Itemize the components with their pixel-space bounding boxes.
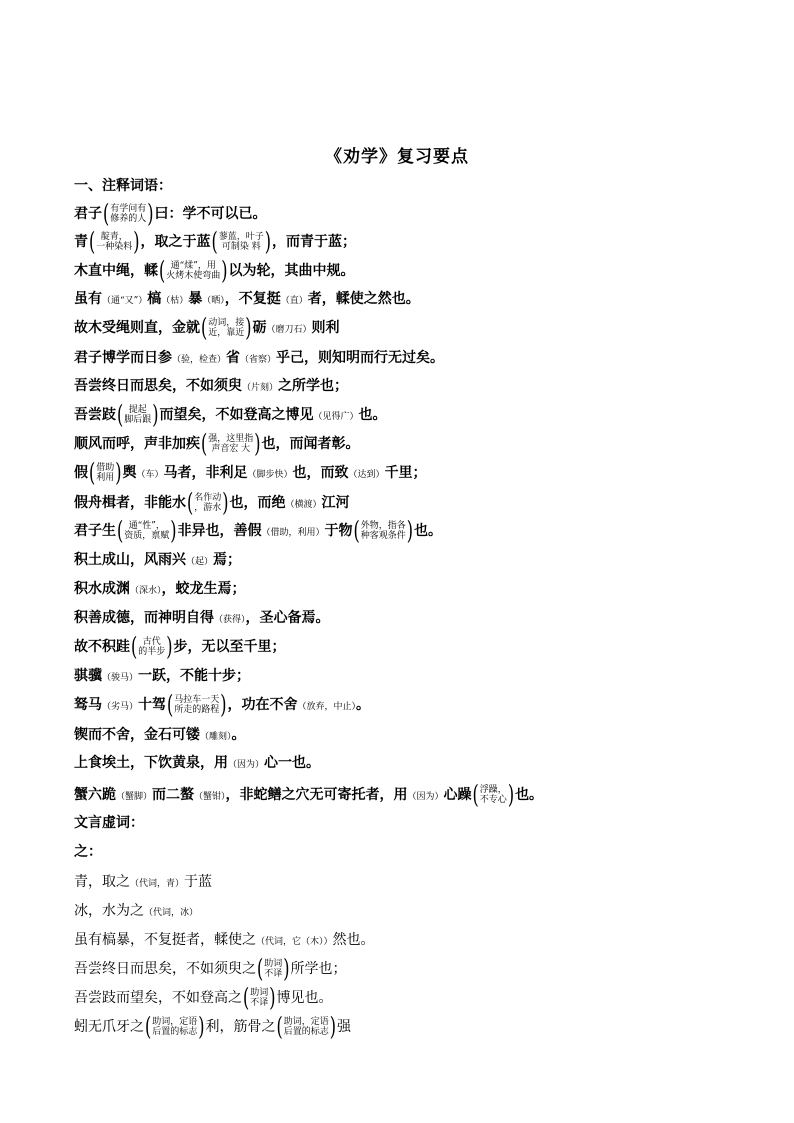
note-line — [74, 631, 286, 662]
line-text: 博见也。 — [276, 990, 333, 1006]
line-text: 于蓝 — [184, 874, 213, 890]
close-paren: ) — [507, 779, 515, 810]
line-text: 之： — [74, 844, 102, 860]
inline-annotation: （达到） — [348, 470, 385, 480]
annotation-row: 所走的路程 — [174, 705, 220, 715]
close-paren: ) — [222, 487, 229, 518]
close-paren: ) — [254, 428, 261, 459]
inline-annotation: （代词，它（木）） — [256, 937, 333, 947]
line-text: 千里； — [384, 465, 427, 481]
line-text: 文言虚词： — [74, 815, 144, 831]
note-line — [74, 1011, 352, 1042]
annotation-row: 靛青， — [100, 232, 128, 242]
line-text: 冰，水为之 — [74, 903, 144, 919]
line-text: 曰：学不可以已。 — [154, 206, 267, 222]
annotation-stack — [264, 959, 282, 979]
open-paren: ( — [145, 1011, 152, 1042]
note-line — [74, 813, 144, 833]
open-paren: ( — [89, 226, 96, 257]
line-text: 而二螯 — [152, 787, 195, 803]
inline-annotation: （骏马） — [102, 673, 139, 683]
line-text: 也，而致 — [292, 465, 349, 481]
stacked-annotation — [186, 487, 230, 518]
inline-annotation: （直） — [280, 296, 308, 306]
close-paren: ) — [166, 631, 173, 662]
annotation-row: 可制染 料 — [221, 242, 261, 252]
line-text: 虽有 — [74, 291, 102, 307]
line-text: 虽有槁暴，不复挺者，輮使之 — [74, 932, 256, 948]
note-line — [74, 753, 320, 775]
line-text: 以为轮，其曲中规。 — [228, 263, 355, 279]
inline-annotation: （深水） — [130, 586, 162, 596]
line-text: 假 — [74, 465, 88, 481]
page-title: 《劝学》复习要点 — [325, 147, 469, 167]
annotation-row: 通“性”， — [128, 521, 165, 531]
note-line — [74, 953, 347, 984]
stacked-annotation — [256, 953, 291, 984]
annotation-stack — [284, 1017, 329, 1037]
stacked-annotation — [276, 1011, 338, 1042]
note-line — [74, 689, 371, 720]
note-line — [74, 842, 102, 862]
annotation-stack — [124, 405, 151, 425]
annotation-stack — [480, 785, 507, 805]
stacked-annotation — [116, 515, 178, 546]
inline-annotation: （因为） — [228, 760, 265, 770]
stacked-annotation — [353, 515, 415, 546]
line-text: 顺风而呼，声非加疾 — [74, 436, 200, 452]
annotation-row: 通“煣”，用 — [170, 261, 216, 271]
annotation-stack — [96, 232, 132, 252]
line-text: 锲而不舍，金石可镂 — [74, 727, 200, 743]
note-line — [74, 487, 350, 518]
line-text: 舆 — [122, 465, 137, 481]
annotation-row: 不译 — [264, 969, 283, 979]
open-paren: ( — [472, 779, 479, 810]
annotation-row: 借助 — [96, 463, 115, 473]
annotation-row: 火烤木使弯曲 — [166, 271, 221, 281]
close-paren: ) — [198, 1011, 205, 1042]
annotation-row: 助词，定语 — [283, 1017, 329, 1027]
note-line — [74, 312, 340, 343]
annotation-row: 资质，禀赋 — [124, 531, 170, 541]
line-text: 青 — [74, 234, 88, 250]
inline-annotation: （晒） — [202, 296, 225, 306]
note-line — [74, 428, 360, 459]
open-paren: ( — [276, 1011, 283, 1042]
open-paren: ( — [201, 428, 208, 459]
line-text: 吾尝跂 — [74, 407, 116, 423]
line-text: 驽马 — [74, 697, 102, 713]
annotation-stack — [194, 493, 221, 513]
line-text: 焉； — [213, 552, 242, 568]
note-line — [74, 666, 250, 688]
line-text: 蟹六跪 — [74, 787, 116, 803]
stacked-annotation — [158, 255, 229, 286]
line-text: 故木受绳则直，金就 — [74, 320, 200, 336]
line-text: ，取之于蓝 — [140, 234, 211, 250]
line-text: 上食埃土，下饮黄泉，用 — [74, 755, 228, 771]
inline-annotation: （劣马） — [102, 702, 139, 712]
line-text: 也。 — [515, 787, 544, 803]
open-paren: ( — [243, 982, 250, 1013]
annotation-row: 声音宏 大 — [211, 444, 251, 454]
inline-annotation: （片刻） — [242, 383, 279, 393]
line-text: 也。 — [414, 523, 443, 539]
section-title: 一、注释词语： — [74, 178, 172, 194]
line-text: 强 — [337, 1019, 352, 1035]
annotation-row: 提起 — [128, 405, 147, 415]
line-text: 非异也，善假 — [177, 523, 262, 539]
line-text: ，而青于蓝； — [272, 234, 357, 250]
inline-annotation: （验，检查） — [172, 355, 227, 365]
line-text: 君子博学而日参 — [74, 350, 172, 366]
line-text: 也。 — [358, 407, 387, 423]
stacked-annotation — [200, 312, 253, 343]
note-line — [74, 779, 544, 810]
annotation-row: ，游水 — [194, 503, 222, 513]
stacked-annotation — [242, 982, 277, 1013]
stacked-annotation — [88, 226, 141, 257]
annotation-row: 古代 — [142, 637, 161, 647]
line-text: 吾尝终日而思矣，不如须臾 — [74, 378, 242, 394]
inline-annotation: （放弃，中止） — [297, 702, 357, 712]
note-line — [74, 348, 444, 370]
open-paren: ( — [167, 689, 174, 720]
line-text: 一跃，不能十步； — [138, 668, 251, 684]
inline-annotation: （蟹脚） — [116, 792, 153, 802]
line-text: 木直中绳，輮 — [74, 263, 158, 279]
stacked-annotation — [116, 399, 160, 430]
close-paren: ) — [220, 689, 227, 720]
close-paren: ) — [406, 515, 414, 546]
annotation-stack — [174, 695, 219, 715]
line-text: 砺 — [252, 320, 267, 336]
close-paren: ) — [147, 198, 154, 229]
line-text: 然也。 — [332, 932, 375, 948]
line-text: ，功在不舍 — [227, 697, 298, 713]
annotation-row: 助词，定语 — [152, 1017, 198, 1027]
line-text: 于物 — [324, 523, 353, 539]
line-text: 利，筋骨之 — [205, 1019, 276, 1035]
close-paren: ) — [269, 982, 276, 1013]
line-text: ，非蛇鳝之穴无可寄托者，用 — [225, 787, 408, 803]
open-paren: ( — [117, 515, 124, 546]
inline-annotation: （获得） — [214, 615, 246, 625]
stacked-annotation — [211, 226, 273, 257]
annotation-row: 种客观条件 — [360, 531, 406, 541]
close-paren: ) — [221, 255, 228, 286]
line-text: 者，輮使之然也。 — [307, 291, 420, 307]
open-paren: ( — [117, 399, 124, 430]
line-text: 蚓无爪牙之 — [74, 1019, 144, 1035]
note-line — [74, 376, 348, 398]
inline-annotation: （横渡） — [285, 500, 322, 510]
close-paren: ) — [115, 457, 122, 488]
note-line — [74, 608, 330, 630]
close-paren: ) — [170, 515, 177, 546]
annotation-row: 强，这里指 — [208, 434, 254, 444]
close-paren: ) — [329, 1011, 337, 1042]
note-line — [74, 930, 375, 952]
open-paren: ( — [103, 198, 110, 229]
annotation-row: 马拉车一天 — [174, 695, 220, 705]
stacked-annotation — [130, 631, 174, 662]
line-text: 积水成渊 — [74, 581, 130, 597]
note-line — [74, 289, 420, 311]
inline-annotation: （见得广） — [313, 412, 359, 422]
line-text: 假舟楫者，非能水 — [74, 495, 186, 511]
annotation-stack — [124, 521, 169, 541]
line-text: 江河 — [321, 495, 350, 511]
annotation-stack — [219, 232, 264, 252]
annotation-row: 有学问有 — [110, 204, 147, 214]
annotation-row: 蓼蓝，叶子 — [218, 232, 264, 242]
note-line — [74, 399, 387, 430]
annotation-stack — [208, 318, 244, 338]
annotation-row: 不专心 — [479, 795, 507, 805]
annotation-stack — [361, 521, 406, 541]
open-paren: ( — [353, 515, 360, 546]
inline-annotation: （省察） — [240, 355, 277, 365]
open-paren: ( — [131, 631, 138, 662]
line-text: 骐骥 — [74, 668, 102, 684]
inline-annotation: （起） — [186, 557, 214, 567]
line-text: 君子 — [74, 206, 102, 222]
inline-annotation: （枯） — [161, 296, 189, 306]
inline-annotation: （雕刻） — [200, 732, 232, 742]
open-paren: ( — [89, 457, 96, 488]
line-text: 心一也。 — [264, 755, 321, 771]
annotation-row: 不译 — [250, 998, 269, 1008]
line-text: 乎己，则知明而行无过矣。 — [276, 350, 445, 366]
line-text: 积善成德，而神明自得 — [74, 610, 214, 626]
inline-annotation: （蟹钳） — [194, 792, 226, 802]
line-text: 也，而绝 — [229, 495, 286, 511]
line-text: 槁 — [147, 291, 162, 307]
annotation-row: 助词 — [264, 959, 283, 969]
note-line — [74, 579, 246, 601]
inline-annotation: （因为） — [407, 792, 444, 802]
inline-annotation: （车） — [136, 470, 164, 480]
note-line — [74, 872, 212, 894]
line-text: 吾尝跂而望矣，不如登高之 — [74, 990, 242, 1006]
inline-annotation: （通“又”） — [102, 296, 148, 306]
close-paren: ) — [152, 399, 159, 430]
inline-annotation: （代词，青） — [130, 879, 185, 889]
open-paren: ( — [187, 487, 194, 518]
note-line — [74, 226, 357, 257]
annotation-row: 浮躁， — [479, 785, 507, 795]
line-text: 步，无以至千里； — [173, 639, 286, 655]
stacked-annotation — [472, 779, 516, 810]
annotation-row: 助词 — [250, 988, 269, 998]
line-text: 十驾 — [138, 697, 167, 713]
annotation-row: 利用 — [96, 473, 115, 483]
note-line — [74, 982, 333, 1013]
annotation-stack — [110, 204, 146, 224]
stacked-annotation — [102, 198, 155, 229]
line-text: 。 — [356, 697, 371, 713]
annotation-row: 名作动 — [194, 493, 222, 503]
annotation-row: 后置的标志 — [283, 1027, 329, 1037]
note-line — [74, 901, 198, 923]
annotation-row: 外物，指各 — [360, 521, 406, 531]
note-line — [74, 550, 241, 572]
open-paren: ( — [257, 953, 264, 984]
annotation-row: 的半步 — [138, 647, 166, 657]
stacked-annotation — [144, 1011, 206, 1042]
line-text: 心躁 — [443, 787, 472, 803]
inline-annotation: （代词，冰） — [144, 908, 199, 918]
annotation-row: 一种染料 — [96, 242, 133, 252]
line-text: 暴 — [188, 291, 203, 307]
note-line — [74, 457, 427, 488]
note-line — [74, 198, 267, 229]
line-text: 所学也； — [290, 961, 347, 977]
annotation-row: 后置的标志 — [152, 1027, 198, 1037]
line-text: ，不复挺 — [224, 291, 281, 307]
close-paren: ) — [133, 226, 140, 257]
annotation-row: 动词，接 — [208, 318, 245, 328]
line-text: 故不积跬 — [74, 639, 130, 655]
open-paren: ( — [159, 255, 166, 286]
annotation-row: 近，靠近 — [208, 328, 245, 338]
close-paren: ) — [264, 226, 272, 257]
open-paren: ( — [201, 312, 208, 343]
inline-annotation: （借助，利用） — [261, 528, 325, 538]
note-line — [74, 515, 443, 546]
annotation-stack — [138, 637, 165, 657]
stacked-annotation — [166, 689, 228, 720]
annotation-stack — [166, 261, 220, 281]
line-text: 而望矣，不如登高之博见 — [159, 407, 314, 423]
annotation-row: 脚后跟 — [124, 415, 152, 425]
inline-annotation: （脚步快） — [247, 470, 293, 480]
line-text: 马者，非利足 — [163, 465, 248, 481]
line-text: 则利 — [311, 320, 340, 336]
line-text: ，圣心备焉。 — [245, 610, 330, 626]
line-text: 积土成山，风雨兴 — [74, 552, 186, 568]
inline-annotation: （磨刀石） — [266, 325, 312, 335]
stacked-annotation — [88, 457, 123, 488]
line-text: 。 — [231, 727, 246, 743]
close-paren: ) — [283, 953, 290, 984]
close-paren: ) — [245, 312, 252, 343]
note-line — [74, 725, 246, 747]
line-text: 吾尝终日而思矣，不如须臾之 — [74, 961, 256, 977]
line-text: 也，而闻者彰。 — [261, 436, 360, 452]
annotation-stack — [96, 463, 114, 483]
line-text: ，蛟龙生焉； — [161, 581, 246, 597]
annotation-stack — [152, 1017, 197, 1037]
annotation-row: 修养的人 — [110, 214, 147, 224]
note-line — [74, 255, 355, 286]
annotation-stack — [208, 434, 253, 454]
open-paren: ( — [211, 226, 218, 257]
annotation-stack — [250, 988, 268, 1008]
line-text: 之所学也； — [278, 378, 349, 394]
line-text: 君子生 — [74, 523, 116, 539]
line-text: 青，取之 — [74, 874, 130, 890]
stacked-annotation — [200, 428, 262, 459]
line-text: 省 — [226, 350, 241, 366]
